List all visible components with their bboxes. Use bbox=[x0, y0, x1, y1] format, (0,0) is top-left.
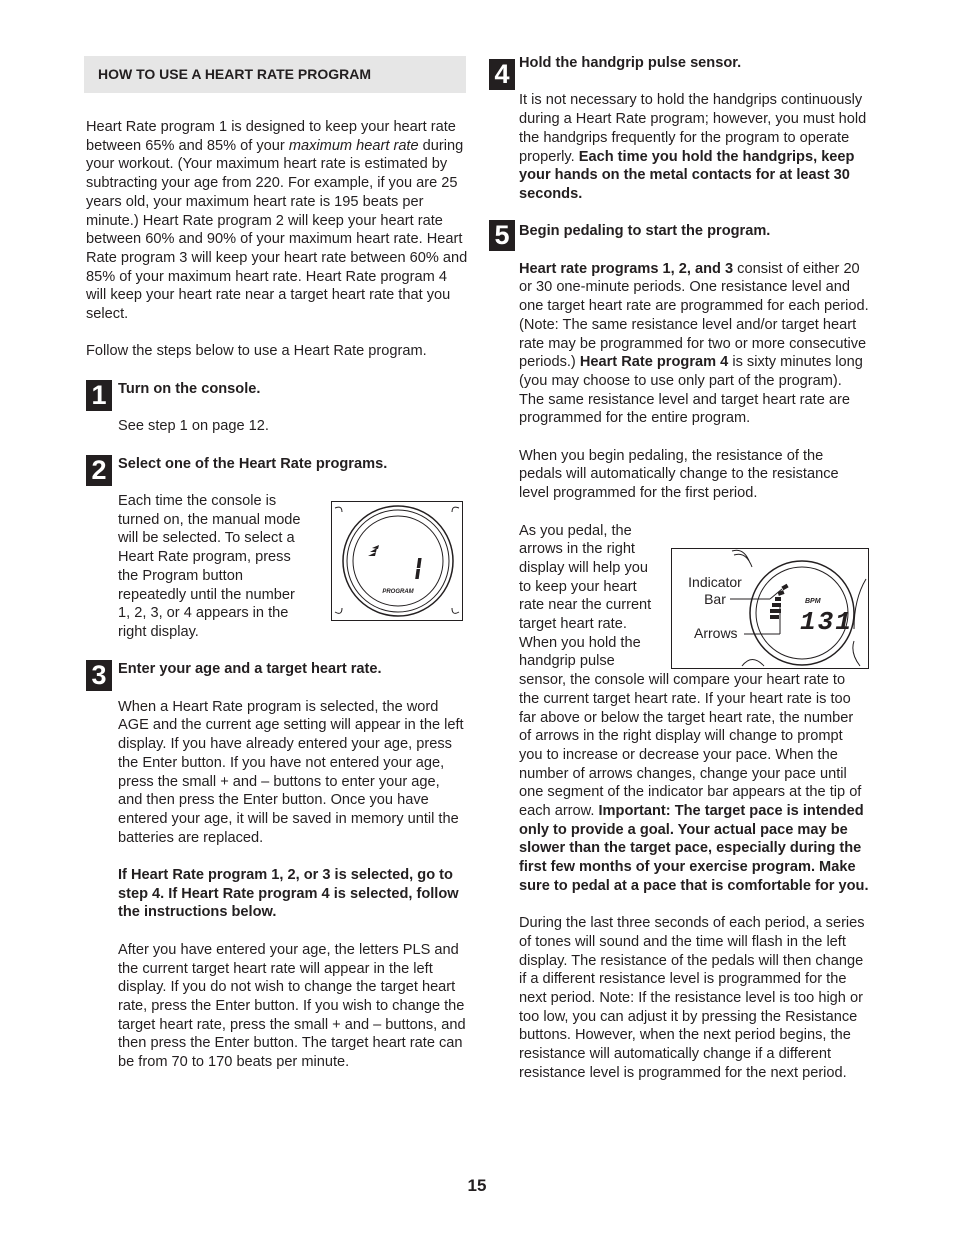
step-number: 4 bbox=[489, 59, 515, 90]
bold-phrase-2: Heart Rate program 4 bbox=[579, 354, 729, 371]
step-text-2: After you have entered your age, the letters PLS and the current target heart rate will appear in the left display. If you do not wish to change the target heart rate, press the Enter button. If you wish to change the target heart rate, press the small + and – buttons, and then press the Enter button. The target heart rate can be from 70 to 170 beats per minute. bbox=[118, 941, 466, 1071]
console-display-figure bbox=[331, 501, 463, 621]
step-4 bbox=[494, 54, 869, 204]
text: As you pedal, the arrows in the right display will help you to keep your heart rate near the current target heart rate. When you hold the handgrip pulse sensor, the console will compare your heart rate to the current target heart rate. If your heart rate is too far above or below the target heart rate, the number of arrows in the right display will change to prompt you to increase or decrease your pace. When the number of arrows changes, change your pace until one segment of the indicator bar appears at the tip of each arrow. bbox=[519, 522, 862, 820]
step-3 bbox=[86, 660, 468, 1071]
step-number: 1 bbox=[86, 380, 112, 411]
intro-text-2: during your workout. (Your maximum heart rate is estimated by subtracting your age from 220. For example, if you are 25 years old, your maximum heart rate is 195 beats per minute.) Heart Rate program 2 will keep your heart rate between 60% and 90% of your maximum heart rate. Heart Rate program 3 will keep your heart rate between 60% and 85% of your maximum heart rate. Heart Rate program 4 will keep your heart rate near a target heart rate that you select. bbox=[86, 137, 468, 323]
step-text: When a Heart Rate program is selected, the word AGE and the current age setting will appear in the left display. If you have already entered your age, press the Enter button. If you have not entered your age, press the small + and – buttons to enter your age, and then press the Enter button. Once you have entered your age, it will be saved in memory until the batteries are replaced. bbox=[118, 698, 464, 846]
text-2: is sixty minutes long (you may choose to use only part of the program). The same resistance level and target heart rate are programmed for the entire program. bbox=[519, 354, 863, 427]
step-number: 2 bbox=[86, 455, 112, 486]
indicator-bar-segments bbox=[770, 584, 789, 619]
step-number: 5 bbox=[489, 220, 515, 251]
page-number: 15 bbox=[467, 1176, 487, 1195]
step-1 bbox=[86, 380, 468, 436]
step-title: Select one of the Heart Rate programs. bbox=[118, 455, 388, 472]
section-header bbox=[84, 56, 466, 93]
step-title: Hold the handgrip pulse sensor. bbox=[519, 55, 742, 71]
intro-follow: Follow the steps below to use a Heart Rate program. bbox=[86, 343, 427, 360]
step-title: Begin pedaling to start the program. bbox=[519, 223, 771, 240]
step-paragraph-4: During the last three seconds of each period, a series of tones will sound and the time will flash in the left display. The resistance of the pedals will then change if a different resistance level is programmed for the next period. Note: If the resistance level is too high or too low, you can adjust it by pressing the Resistance buttons. However, when the next period begins, the resistance will automatically change if a different resistance level is programmed for the next period. bbox=[519, 915, 865, 1081]
step-text-bold: Each time you hold the handgrips, keep your hands on the metal contacts for at least 30 seconds. bbox=[519, 148, 855, 202]
digit-segments bbox=[415, 558, 421, 579]
arrow-icons bbox=[368, 545, 379, 556]
step-paragraph-2: When you begin pedaling, the resistance of the pedals will automatically change to the resistance level programmed for the first period. bbox=[519, 447, 839, 502]
intro-text: Heart Rate program 1 is designed to keep your heart rate between 65% and 85% of your bbox=[86, 119, 456, 154]
intro-italic: maximum heart rate bbox=[288, 137, 419, 154]
step-paragraph-1 bbox=[519, 260, 869, 428]
arrows-label: Arrows bbox=[694, 625, 738, 641]
step-text-body: It is not necessary to hold the handgrips continuously during a Heart Rate program; however, you must hold the handgrips frequently for the program to operate properly. bbox=[519, 92, 867, 165]
step-number: 3 bbox=[86, 660, 112, 691]
bpm-label: BPM bbox=[805, 598, 821, 605]
important-note: Important: The target pace is intended only to provide a goal. Your actual pace may be slower than the target pace, especially during the first few months of your exercise program. Make sure to pedal at a pace that is comfortable for you. bbox=[519, 803, 869, 894]
indicator-label: Indicator Bar bbox=[688, 574, 742, 607]
bold-phrase: Heart rate programs 1, 2, and 3 bbox=[519, 260, 734, 277]
heart-rate-display-figure bbox=[671, 548, 869, 669]
program-label: PROGRAM bbox=[382, 589, 414, 595]
step-text: See step 1 on page 12. bbox=[118, 418, 269, 435]
text: consist of either 20 or 30 one-minute periods. One resistance level and one target heart rate are programmed for each period. (Note: The same resistance level and/or target heart rate may be programmed for two or more consecutive periods.) bbox=[519, 260, 869, 371]
step-text bbox=[519, 91, 869, 203]
intro-paragraph bbox=[86, 118, 468, 324]
step-note: If Heart Rate program 1, 2, or 3 is selected, go to step 4. If Heart Rate program 4 is selected, follow the instructions below. bbox=[118, 867, 459, 921]
step-title: Turn on the console. bbox=[118, 380, 261, 397]
section-title: HOW TO USE A HEART RATE PROGRAM bbox=[98, 66, 371, 82]
program-display-illustration bbox=[332, 502, 462, 620]
heart-rate-digits: 131 bbox=[800, 607, 853, 637]
bpm-display-illustration bbox=[672, 549, 868, 668]
step-title: Enter your age and a target heart rate. bbox=[118, 661, 382, 678]
step-text: Each time the console is turned on, the manual mode will be selected. To select a Heart Rate program, press the Program button repeatedly until the number 1, 2, 3, or 4 appears in the right display. bbox=[118, 492, 301, 640]
